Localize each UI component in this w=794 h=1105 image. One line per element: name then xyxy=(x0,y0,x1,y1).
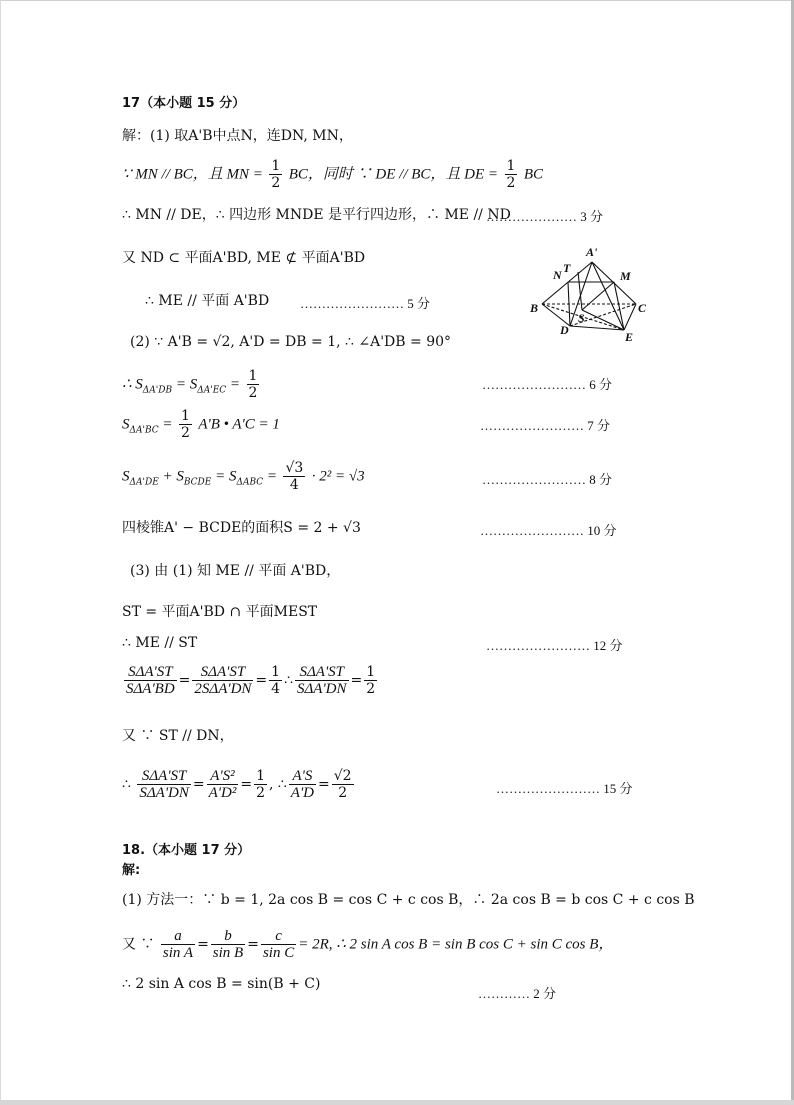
p17-line-12: ST = 平面A'BD ∩ 平面MEST xyxy=(122,604,318,620)
p17-l9-b: + S xyxy=(158,468,184,485)
p17-l8-b: = xyxy=(158,416,173,433)
frac-den: SΔA'BD xyxy=(126,681,175,697)
fraction-length-ratio xyxy=(289,768,316,801)
fraction-one-half-a xyxy=(269,158,282,191)
p17-l2-part-b: BC，同时 ∵ DE // BC，且 DE = xyxy=(288,166,499,183)
frac-den: SΔA'DN xyxy=(297,681,347,697)
subscript: ΔA'DE xyxy=(129,477,159,488)
edge-ec xyxy=(624,304,636,330)
p17-line-9 xyxy=(122,460,365,493)
score-8: …………………… 8 分 xyxy=(482,472,613,487)
fraction-area-ratio-3 xyxy=(295,664,349,697)
p18-line-1: 解: xyxy=(122,863,141,878)
frac-den: 2 xyxy=(506,175,516,191)
frac-den: 2 xyxy=(180,425,190,441)
label-n: N xyxy=(553,268,562,282)
frac-num: 1 xyxy=(506,158,516,174)
label-t: T xyxy=(563,261,571,275)
fraction-area-ratio-1 xyxy=(124,664,177,697)
frac-den: 2 xyxy=(271,175,281,191)
p17-l2-part-a: ∵ MN // BC，且 MN = xyxy=(122,166,263,183)
score-2: ………… 2 分 xyxy=(478,986,557,1001)
frac-den: sin A xyxy=(162,945,194,961)
p17-line-16: ∴ $\frac{\text{SΔA'ST}}{\text{SΔA'DN}}$ = $\frac{\text{A'S²}}{\text{A'D²}}$ = $\frac{1}{2}$ , ∴ $\frac{A'S}{A'D}$ = $\frac{√2}{2}$ xyxy=(122,768,352,801)
subscript: BCDE xyxy=(183,477,212,488)
score-7: …………………… 7 分 xyxy=(480,418,611,433)
fraction-a-over-sin-a xyxy=(161,928,195,961)
frac-num: 1 xyxy=(271,664,281,680)
label-a-prime: A' xyxy=(586,245,598,259)
fraction-area-ratio-2 xyxy=(192,664,253,697)
p17-line-10: 四棱锥A' − BCDE的面积S = 2 + √3 xyxy=(122,520,361,536)
fraction-length-squared xyxy=(207,768,239,801)
frac-den: 2 xyxy=(248,385,258,401)
therefore-symbol: ∴ xyxy=(122,776,131,793)
label-e: E xyxy=(625,330,634,344)
frac-num: 1 xyxy=(256,768,265,784)
subscript: ΔA'EC xyxy=(197,385,227,396)
frac-den: 2 xyxy=(256,785,265,801)
p17-l7-c: = xyxy=(226,376,241,393)
fraction-one-half xyxy=(247,368,260,401)
subscript: ΔABC xyxy=(236,477,264,488)
label-b: B xyxy=(530,301,539,315)
p17-line-13: ∴ ME // ST xyxy=(122,635,198,651)
p17-line-3: ∴ MN // DE，∴ 四边形 MNDE 是平行四边形，∴ ME // ND xyxy=(122,207,511,223)
page-border-top xyxy=(0,0,794,1)
p17-line-8 xyxy=(122,408,280,441)
p17-l8-c: A'B • A'C = 1 xyxy=(198,416,280,433)
frac-den: 4 xyxy=(289,477,299,493)
frac-num: 1 xyxy=(180,408,190,424)
p17-line-5: ∴ ME // 平面 A'BD xyxy=(145,293,270,309)
fraction-one-quarter xyxy=(269,664,282,697)
p18-l3-post: = 2R, ∴ 2 sin A cos B = sin B cos C + sin C cos B， xyxy=(298,936,614,953)
p18-line-4: ∴ 2 sin A cos B = sin(B + C) xyxy=(122,976,321,992)
p17-l9-c: = S xyxy=(211,468,237,485)
frac-num: 1 xyxy=(366,664,376,680)
p17-line-6: (2) ∵ A'B = √2, A'D = DB = 1, ∴ ∠A'DB = 90° xyxy=(130,334,452,350)
frac-num: a xyxy=(161,928,195,945)
segment-me xyxy=(614,282,624,330)
therefore-symbol: ∴ xyxy=(284,672,293,689)
frac-den: sin C xyxy=(262,945,295,961)
fraction-area-ratio xyxy=(137,768,191,801)
subscript: ΔA'DB xyxy=(142,385,173,396)
fraction-c-over-sin-c xyxy=(261,928,296,961)
frac-den: 4 xyxy=(271,681,281,697)
comma-therefore: , ∴ xyxy=(268,776,287,793)
p17-l8-a: S xyxy=(122,416,130,433)
frac-den: sin B xyxy=(212,945,244,961)
p18-l3-pre: 又 ∵ xyxy=(122,936,155,953)
p17-line-15: 又 ∵ ST // DN， xyxy=(122,728,234,744)
frac-num: b xyxy=(211,928,245,945)
score-12: …………………… 12 分 xyxy=(486,638,623,653)
score-10: …………………… 10 分 xyxy=(480,523,617,538)
frac-den: SΔA'DN xyxy=(139,785,189,801)
p17-line-14: $\frac{\text{SΔA'ST}}{\text{SΔA'BD}}$ = $\frac{\text{SΔA'ST}}{\text{2SΔA'DN}}$ = $\frac{1}{4}$ ∴ $\frac{\text{SΔA'ST}}{\text{SΔA'DN}}$ = $\frac{1}{2}$ xyxy=(126,664,376,697)
label-d: D xyxy=(560,323,569,337)
page-border-left xyxy=(0,0,1,1105)
frac-num: SΔA'ST xyxy=(137,768,191,785)
score-3: ………………… 3 分 xyxy=(486,209,604,224)
frac-den: 2SΔA'DN xyxy=(194,681,252,697)
fraction-sqrt2-over-2 xyxy=(332,768,354,801)
page-border-bottom xyxy=(0,1100,794,1105)
fraction-one-half xyxy=(179,408,192,441)
p17-line-11: (3) 由 (1) 知 ME // 平面 A'BD， xyxy=(130,563,341,579)
frac-num: √2 xyxy=(333,768,352,784)
p17-line-4: 又 ND ⊂ 平面A'BD, ME ⊄ 平面A'BD xyxy=(122,250,366,266)
fraction-one-half-b xyxy=(505,158,518,191)
frac-num: SΔA'ST xyxy=(124,664,177,681)
p17-l9-a: S xyxy=(122,468,130,485)
frac-num: √3 xyxy=(285,460,304,476)
pyramid-figure xyxy=(528,244,662,344)
frac-den: A'D xyxy=(290,785,314,801)
p17-l2-part-c: BC xyxy=(523,166,544,183)
frac-num: A'S² xyxy=(207,768,239,785)
score-15: …………………… 15 分 xyxy=(496,781,633,796)
label-m: M xyxy=(620,269,631,283)
frac-num: A'S xyxy=(289,768,316,785)
frac-den: 2 xyxy=(366,681,376,697)
p17-line-2 xyxy=(122,158,543,191)
p18-line-2: (1) 方法一：∵ b = 1, 2a cos B = cos C + c cos B，∴ 2a cos B = b cos C + c cos B xyxy=(122,892,695,908)
fraction-b-over-sin-b xyxy=(211,928,245,961)
frac-num: SΔA'ST xyxy=(295,664,349,681)
p18-line-3: 又 ∵ $\frac{a}{\text{sin A}}$ = $\frac{b}{\text{sin B}}$ = $\frac{c}{\text{sin C}}$ = 2R, ∴ 2 sin A cos B = sin B cos C + sin C cos B， xyxy=(122,928,614,961)
problem-17-heading: 17（本小题 15 分） xyxy=(122,96,246,111)
frac-den: A'D² xyxy=(208,785,237,801)
p17-l9-d: = xyxy=(263,468,278,485)
frac-den: 2 xyxy=(338,785,348,801)
problem-18-heading: 18.（本小题 17 分） xyxy=(122,843,251,858)
p17-l7-b: = S xyxy=(172,376,198,393)
frac-num: SΔA'ST xyxy=(192,664,253,681)
label-c: C xyxy=(638,301,647,315)
fraction-one-half xyxy=(364,664,377,697)
frac-num: 1 xyxy=(271,158,281,174)
subscript: ΔA'BC xyxy=(129,425,159,436)
frac-num: 1 xyxy=(248,368,258,384)
score-6: …………………… 6 分 xyxy=(482,377,613,392)
segment-ms xyxy=(582,282,614,310)
score-5: …………………… 5 分 xyxy=(300,296,431,311)
fraction-one-half xyxy=(254,768,267,801)
frac-num: c xyxy=(261,928,296,945)
p17-line-1: 解：(1) 取A'B中点N，连DN, MN， xyxy=(122,128,353,144)
p17-l7-a: ∴ S xyxy=(122,376,143,393)
fraction-sqrt3-over-4 xyxy=(283,460,305,493)
label-s: S xyxy=(578,311,585,325)
p17-l9-e: · 2² = √3 xyxy=(311,468,365,485)
p17-line-7 xyxy=(122,368,261,401)
